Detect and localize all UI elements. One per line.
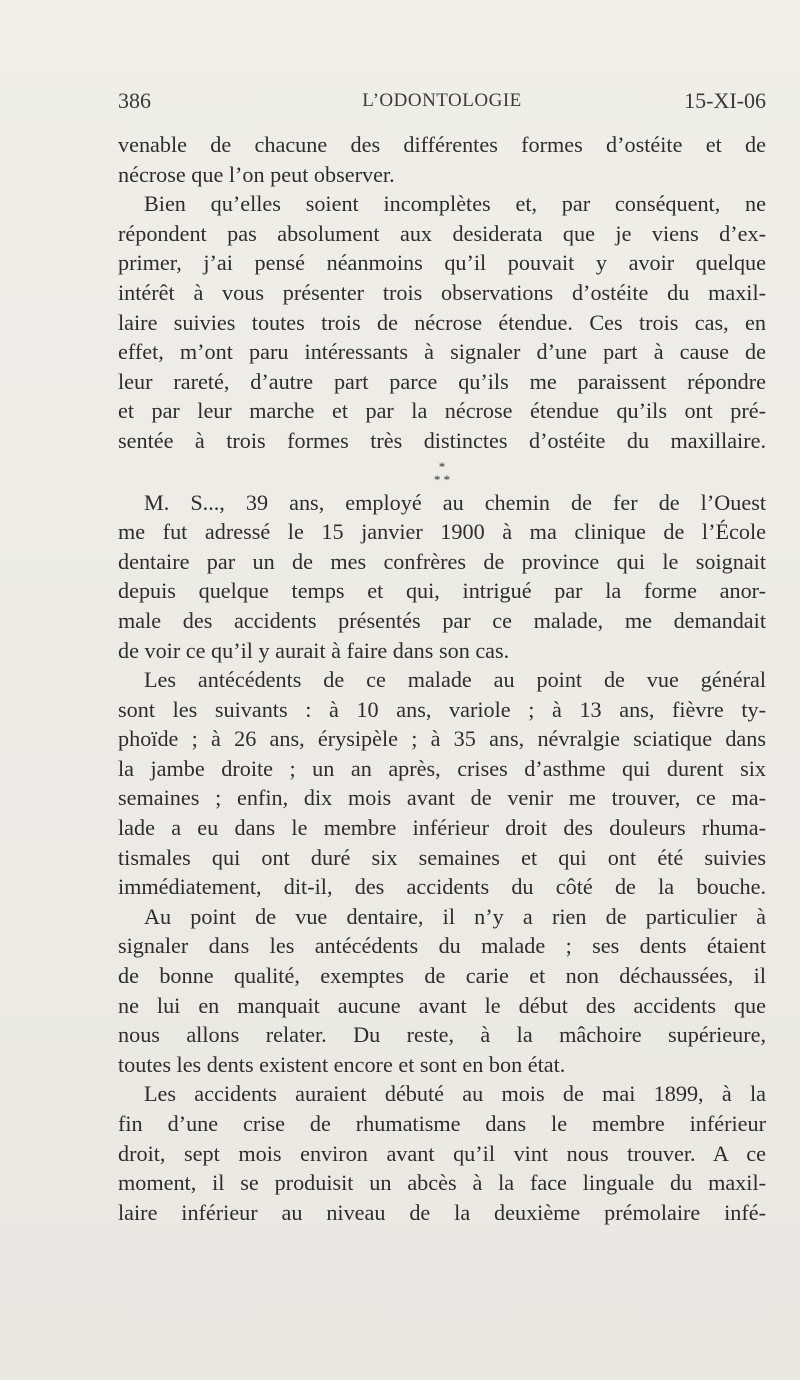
text-line: toutes les dents existent encore et sont en bon état. — [118, 1051, 566, 1077]
text-line: de voir ce qu’il y aurait à faire dans son cas. — [118, 637, 510, 663]
paragraph-1 — [118, 130, 766, 189]
text-line: Bien qu’elles soient incomplètes et, par conséquent, ne — [144, 191, 766, 217]
text-line: nécrose que l’on peut observer. — [118, 161, 395, 187]
running-title: L’ODONTOLOGIE — [362, 90, 522, 111]
text-line: sentée à trois formes très distinctes d’ostéite du maxillaire. — [118, 427, 766, 453]
asterism-bottom: * * — [433, 471, 451, 487]
text-line: lade a eu dans le membre inférieur droit des douleurs rhuma- — [118, 815, 766, 841]
text-line: signaler dans les antécédents du malade ; ses dents étaient — [118, 933, 766, 959]
text-line: leur rareté, d’autre part parce qu’ils me paraissent répondre — [118, 368, 766, 394]
body-text — [118, 130, 766, 1227]
text-line: sont les suivants : à 10 ans, variole ; à 13 ans, fièvre ty- — [118, 696, 766, 722]
text-line: primer, j’ai pensé néanmoins qu’il pouvait y avoir quelque — [118, 250, 766, 276]
text-line: de bonne qualité, exemptes de carie et non déchaussées, il — [118, 963, 766, 989]
text-line: et par leur marche et par la nécrose étendue qu’ils ont pré- — [118, 398, 766, 424]
text-line: intérêt à vous présenter trois observations d’ostéite du maxil- — [118, 279, 766, 305]
page-number: 386 — [118, 88, 151, 113]
section-asterism — [118, 460, 766, 486]
page-header — [118, 88, 766, 122]
text-line: M. S..., 39 ans, employé au chemin de fer de l’Ouest — [144, 489, 766, 515]
text-line: semaines ; enfin, dix mois avant de venir me trouver, ce ma- — [118, 785, 766, 811]
text-line: venable de chacune des différentes formes d’ostéite et de — [118, 132, 766, 157]
text-line: répondent pas absolument aux desiderata que je viens d’ex- — [118, 220, 766, 246]
text-line: Les antécédents de ce malade au point de vue général — [144, 667, 766, 693]
text-line: me fut adressé le 15 janvier 1900 à ma clinique de l’École — [118, 519, 766, 545]
paragraph-4 — [118, 665, 766, 902]
text-line: moment, il se produisit un abcès à la face linguale du maxil- — [118, 1170, 766, 1196]
text-line: dentaire par un de mes confrères de province qui le soignait — [118, 548, 766, 574]
text-line: Au point de vue dentaire, il n’y a rien de particulier à — [144, 903, 766, 929]
text-line: la jambe droite ; un an après, crises d’asthme qui durent six — [118, 755, 766, 781]
text-line: male des accidents présentés par ce malade, me demandait — [118, 607, 766, 633]
text-line: effet, m’ont paru intéressants à signaler d’une part à cause de — [118, 339, 766, 365]
text-line: Les accidents auraient débuté au mois de mai 1899, à la — [144, 1081, 766, 1107]
text-line: ne lui en manquait aucune avant le début des accidents que — [118, 992, 766, 1018]
text-line: droit, sept mois environ avant qu’il vint nous trouver. A ce — [118, 1140, 766, 1166]
text-line: immédiatement, dit-il, des accidents du côté de la bouche. — [118, 874, 766, 900]
text-line: fin d’une crise de rhumatisme dans le membre inférieur — [118, 1111, 766, 1136]
text-line: phoïde ; à 26 ans, érysipèle ; à 35 ans, névralgie sciatique dans — [118, 726, 766, 752]
text-line: depuis quelque temps et qui, intrigué par la forme anor- — [118, 578, 766, 604]
text-line: nous allons relater. Du reste, à la mâchoire supérieure, — [118, 1022, 766, 1048]
paragraph-6 — [118, 1079, 766, 1227]
asterism-top: * — [438, 458, 446, 474]
text-line: laire inférieur au niveau de la deuxième prémolaire infé- — [118, 1199, 766, 1225]
paragraph-5 — [118, 902, 766, 1080]
paragraph-3 — [118, 488, 766, 666]
paragraph-2 — [118, 189, 766, 455]
text-line: laire suivies toutes trois de nécrose étendue. Ces trois cas, en — [118, 309, 766, 335]
issue-date: 15-XI-06 — [684, 88, 766, 113]
text-line: tismales qui ont duré six semaines et qui ont été suivies — [118, 844, 766, 870]
